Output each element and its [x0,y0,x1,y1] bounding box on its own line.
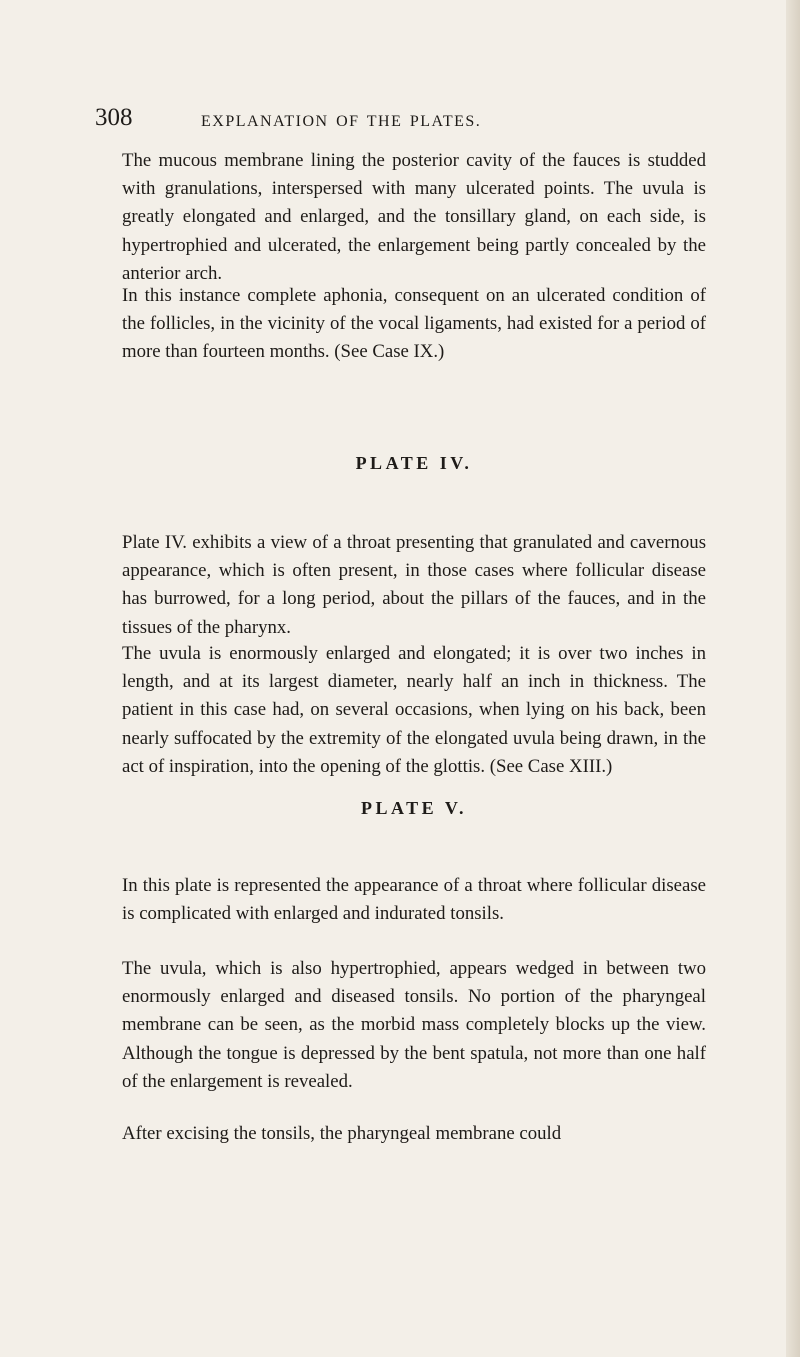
page-number: 308 [95,104,133,131]
paragraph-plate-iv-description: Plate IV. exhibits a view of a throat presenting that granulated and cavernous appearance, which is often present, in those cases where follicular disease has burrowed, for a long period, about the pillars of the fauces, and in the tissues of the pharynx. [122,532,706,638]
page-header [95,104,725,134]
heading-plate-iv: PLATE IV. [355,453,473,473]
heading-plate-v: PLATE V. [360,798,468,818]
running-head: EXPLANATION OF THE PLATES. [201,113,482,130]
paragraph-plate-v-description: In this plate is represented the appearance of a throat where follicular disease is complicated with enlarged and indurated tonsils. [122,875,706,925]
paragraph-uvula-wedged: The uvula, which is also hypertrophied, appears wedged in between two enormously enlarged and diseased tonsils. No portion of the pharyngeal membrane can be seen, as the morbid mass completely blocks up the view. Although the tongue is depressed by the bent spatula, not more than one half of the enlargement is revealed. [122,958,706,1092]
page-edge-shadow [786,0,800,1357]
paragraph-uvula-enlarged: The uvula is enormously enlarged and elongated; it is over two inches in length, and at its largest diameter, nearly half an inch in thickness. The patient in this case had, on several occasions, when lying on his back, been nearly suffocated by the extremity of the elongated uvula being drawn, in the act of inspiration, into the opening of the glottis. (See Case XIII.) [122,643,706,777]
paragraph-mucous-membrane: The mucous membrane lining the posterior cavity of the fauces is studded with granulations, interspersed with many ulcerated points. The uvula is greatly elongated and enlarged, and the tonsillary gland, on each side, is hypertrophied and ulcerated, the enlargement being partly concealed by the anterior arch. [122,150,706,284]
paragraph-after-excising: After excising the tonsils, the pharyngeal membrane could [122,1123,562,1144]
paragraph-aphonia: In this instance complete aphonia, consequent on an ulcerated condition of the follicles, in the vicinity of the vocal ligaments, had existed for a period of more than fourteen months. (See Case IX.) [122,285,706,363]
